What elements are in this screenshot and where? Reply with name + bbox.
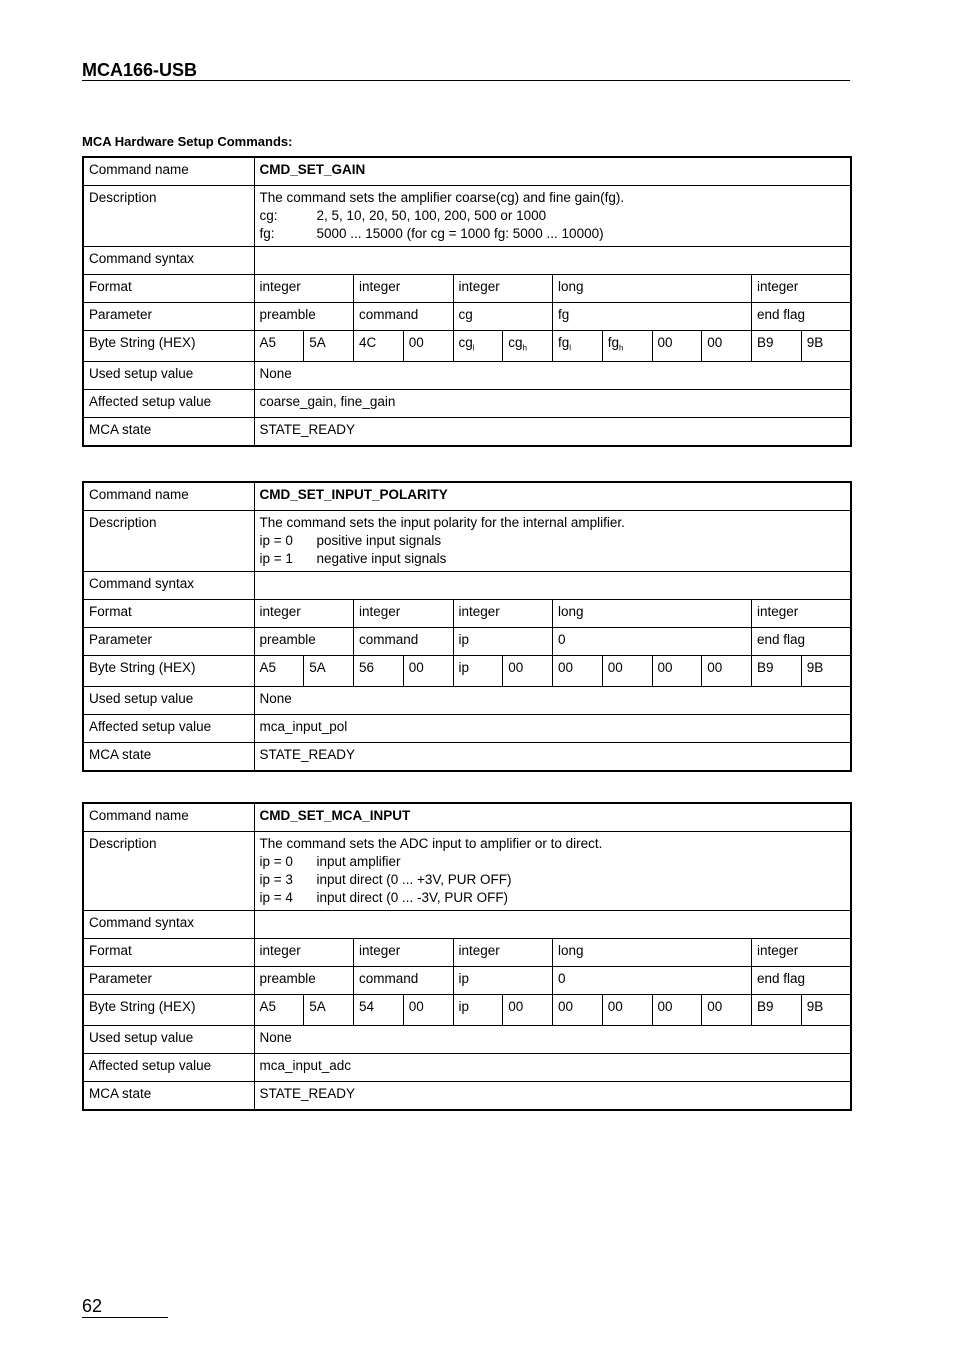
format-cell: integer — [254, 939, 354, 967]
used-setup-value: None — [254, 686, 851, 714]
description-item-key: ip = 0 — [259, 533, 293, 548]
row-label: Description — [83, 186, 254, 247]
row-command-name — [83, 803, 851, 832]
row-label: Used setup value — [83, 686, 254, 714]
row-label: Format — [83, 600, 254, 628]
affected-setup-value: mca_input_adc — [254, 1053, 851, 1081]
byte-cell: 5A — [304, 995, 354, 1026]
row-affected-setup-value — [83, 714, 851, 742]
byte-cell: 4C — [354, 331, 404, 362]
row-label: Command syntax — [83, 911, 254, 939]
byte-cell: A5 — [254, 656, 304, 687]
description-item-value: input direct (0 ... -3V, PUR OFF) — [316, 890, 509, 905]
byte-cell: $fg_h$ — [602, 331, 652, 362]
description-item-key: ip = 3 — [259, 872, 293, 887]
parameter-cell: preamble — [254, 967, 354, 995]
byte-cell: 00 — [602, 656, 652, 687]
command-name-value: CMD_SET_INPUT_POLARITY — [254, 482, 851, 511]
byte-cell: 00 — [702, 331, 752, 362]
row-command-name — [83, 157, 851, 186]
parameter-cell: command — [354, 303, 454, 331]
format-cell: integer — [354, 275, 454, 303]
row-command-syntax — [83, 247, 851, 275]
row-label: Parameter — [83, 303, 254, 331]
command-table — [82, 802, 852, 1111]
format-cell: integer — [453, 600, 553, 628]
format-cell: integer — [254, 275, 354, 303]
row-label: Byte String (HEX) — [83, 995, 254, 1026]
affected-setup-value: mca_input_pol — [254, 714, 851, 742]
header-rule — [82, 80, 850, 81]
row-label: Description — [83, 832, 254, 911]
format-cell: integer — [453, 275, 553, 303]
command-syntax-value — [254, 572, 851, 600]
row-byte-string — [83, 331, 851, 362]
description-item-value: positive input signals — [316, 533, 442, 548]
parameter-cell: end flag — [752, 628, 852, 656]
row-format — [83, 600, 851, 628]
used-setup-value: None — [254, 1025, 851, 1053]
command-name-value: CMD_SET_GAIN — [254, 157, 851, 186]
byte-cell: B9 — [752, 331, 802, 362]
format-cell: long — [553, 600, 752, 628]
format-cell: integer — [254, 600, 354, 628]
byte-cell: A5 — [254, 331, 304, 362]
format-cell: integer — [354, 939, 454, 967]
row-label: Parameter — [83, 628, 254, 656]
format-cell: integer — [354, 600, 454, 628]
row-mca-state — [83, 742, 851, 771]
row-label: MCA state — [83, 1081, 254, 1110]
byte-cell: 00 — [403, 656, 453, 687]
mca-state-value: STATE_READY — [254, 742, 851, 771]
parameter-cell: end flag — [752, 967, 852, 995]
byte-cell: ip — [453, 995, 503, 1026]
byte-cell: 00 — [553, 995, 603, 1026]
mca-state-value: STATE_READY — [254, 1081, 851, 1110]
description-item — [260, 550, 846, 568]
row-parameter — [83, 967, 851, 995]
description-intro: The command sets the amplifier coarse(cg) and fine gain(fg). — [259, 190, 625, 205]
description-item-value: negative input signals — [316, 551, 447, 566]
description-item-value: input direct (0 ... +3V, PUR OFF) — [316, 872, 512, 887]
row-label: Affected setup value — [83, 1053, 254, 1081]
row-label: Byte String (HEX) — [83, 331, 254, 362]
description-value — [254, 511, 851, 572]
row-byte-string — [83, 995, 851, 1026]
byte-cell: 00 — [652, 656, 702, 687]
row-affected-setup-value — [83, 1053, 851, 1081]
row-mca-state — [83, 417, 851, 446]
command-table — [82, 481, 852, 772]
description-item-key: fg: — [259, 226, 275, 241]
row-label: Command name — [83, 157, 254, 186]
byte-cell: $fg_l$ — [553, 331, 603, 362]
byte-cell: A5 — [254, 995, 304, 1026]
byte-cell: 00 — [652, 995, 702, 1026]
footer-rule — [82, 1317, 168, 1318]
description-item-value: input amplifier — [316, 854, 401, 869]
byte-cell: 54 — [354, 995, 404, 1026]
description-item — [260, 207, 846, 225]
row-label: Used setup value — [83, 1025, 254, 1053]
row-command-syntax — [83, 572, 851, 600]
row-description — [83, 511, 851, 572]
byte-cell: 9B — [801, 995, 851, 1026]
row-description — [83, 832, 851, 911]
row-label: Description — [83, 511, 254, 572]
row-label: Used setup value — [83, 361, 254, 389]
byte-cell: 00 — [403, 995, 453, 1026]
byte-cell: B9 — [752, 656, 802, 687]
description-item-key: cg: — [259, 208, 278, 223]
format-cell: long — [553, 939, 752, 967]
parameter-cell: ip — [453, 628, 553, 656]
row-command-syntax — [83, 911, 851, 939]
row-label: Affected setup value — [83, 714, 254, 742]
description-item-value: 2, 5, 10, 20, 50, 100, 200, 500 or 1000 — [316, 208, 547, 223]
byte-cell: $cg_l$ — [453, 331, 503, 362]
byte-cell: 9B — [801, 656, 851, 687]
command-syntax-value — [254, 911, 851, 939]
parameter-cell: command — [354, 967, 454, 995]
byte-cell: 00 — [702, 995, 752, 1026]
command-table — [82, 156, 852, 447]
row-parameter — [83, 628, 851, 656]
byte-cell: 5A — [304, 331, 354, 362]
byte-cell: 00 — [652, 331, 702, 362]
parameter-cell: preamble — [254, 628, 354, 656]
row-parameter — [83, 303, 851, 331]
row-used-setup-value — [83, 686, 851, 714]
command-name-value: CMD_SET_MCA_INPUT — [254, 803, 851, 832]
document-header-title: MCA166-USB — [82, 60, 198, 80]
byte-cell: 00 — [503, 656, 553, 687]
section-heading: MCA Hardware Setup Commands: — [82, 134, 293, 149]
description-item-key: ip = 0 — [259, 854, 293, 869]
byte-cell: 00 — [403, 331, 453, 362]
description-item-key: ip = 1 — [259, 551, 293, 566]
row-label: Format — [83, 939, 254, 967]
parameter-cell: cg — [453, 303, 553, 331]
byte-cell: 9B — [801, 331, 851, 362]
description-item-key: ip = 4 — [259, 890, 293, 905]
row-format — [83, 939, 851, 967]
row-description — [83, 186, 851, 247]
byte-cell: 00 — [503, 995, 553, 1026]
format-cell: integer — [752, 600, 852, 628]
parameter-cell: end flag — [752, 303, 852, 331]
row-label: Parameter — [83, 967, 254, 995]
byte-cell: B9 — [752, 995, 802, 1026]
parameter-cell: 0 — [553, 967, 752, 995]
row-label: Byte String (HEX) — [83, 656, 254, 687]
description-item — [260, 853, 846, 871]
parameter-cell: preamble — [254, 303, 354, 331]
row-used-setup-value — [83, 1025, 851, 1053]
affected-setup-value: coarse_gain, fine_gain — [254, 389, 851, 417]
byte-cell: 00 — [702, 656, 752, 687]
description-item — [260, 225, 846, 243]
description-value — [254, 832, 851, 911]
parameter-cell: 0 — [553, 628, 752, 656]
row-label: Command name — [83, 482, 254, 511]
page-number: 62 — [82, 1296, 103, 1316]
row-used-setup-value — [83, 361, 851, 389]
description-intro: The command sets the ADC input to amplifier or to direct. — [259, 836, 603, 851]
description-item-value: 5000 ... 15000 (for cg = 1000 fg: 5000 ... 10000) — [316, 226, 604, 241]
byte-cell: $cg_h$ — [503, 331, 553, 362]
description-item — [260, 532, 846, 550]
row-label: Command syntax — [83, 572, 254, 600]
byte-cell: 56 — [354, 656, 404, 687]
mca-state-value: STATE_READY — [254, 417, 851, 446]
parameter-cell: fg — [553, 303, 752, 331]
row-affected-setup-value — [83, 389, 851, 417]
description-intro: The command sets the input polarity for the internal amplifier. — [259, 515, 625, 530]
description-item — [260, 871, 846, 889]
format-cell: integer — [453, 939, 553, 967]
row-format — [83, 275, 851, 303]
description-value — [254, 186, 851, 247]
row-label: Command name — [83, 803, 254, 832]
row-command-name — [83, 482, 851, 511]
byte-cell: 00 — [602, 995, 652, 1026]
format-cell: integer — [752, 939, 852, 967]
row-label: Format — [83, 275, 254, 303]
byte-cell: 5A — [304, 656, 354, 687]
description-item — [260, 889, 846, 907]
byte-cell: ip — [453, 656, 503, 687]
format-cell: long — [553, 275, 752, 303]
parameter-cell: command — [354, 628, 454, 656]
row-byte-string — [83, 656, 851, 687]
row-label: Affected setup value — [83, 389, 254, 417]
format-cell: integer — [752, 275, 852, 303]
byte-cell: 00 — [553, 656, 603, 687]
command-syntax-value — [254, 247, 851, 275]
row-label: MCA state — [83, 742, 254, 771]
parameter-cell: ip — [453, 967, 553, 995]
row-label: Command syntax — [83, 247, 254, 275]
used-setup-value: None — [254, 361, 851, 389]
row-label: MCA state — [83, 417, 254, 446]
row-mca-state — [83, 1081, 851, 1110]
